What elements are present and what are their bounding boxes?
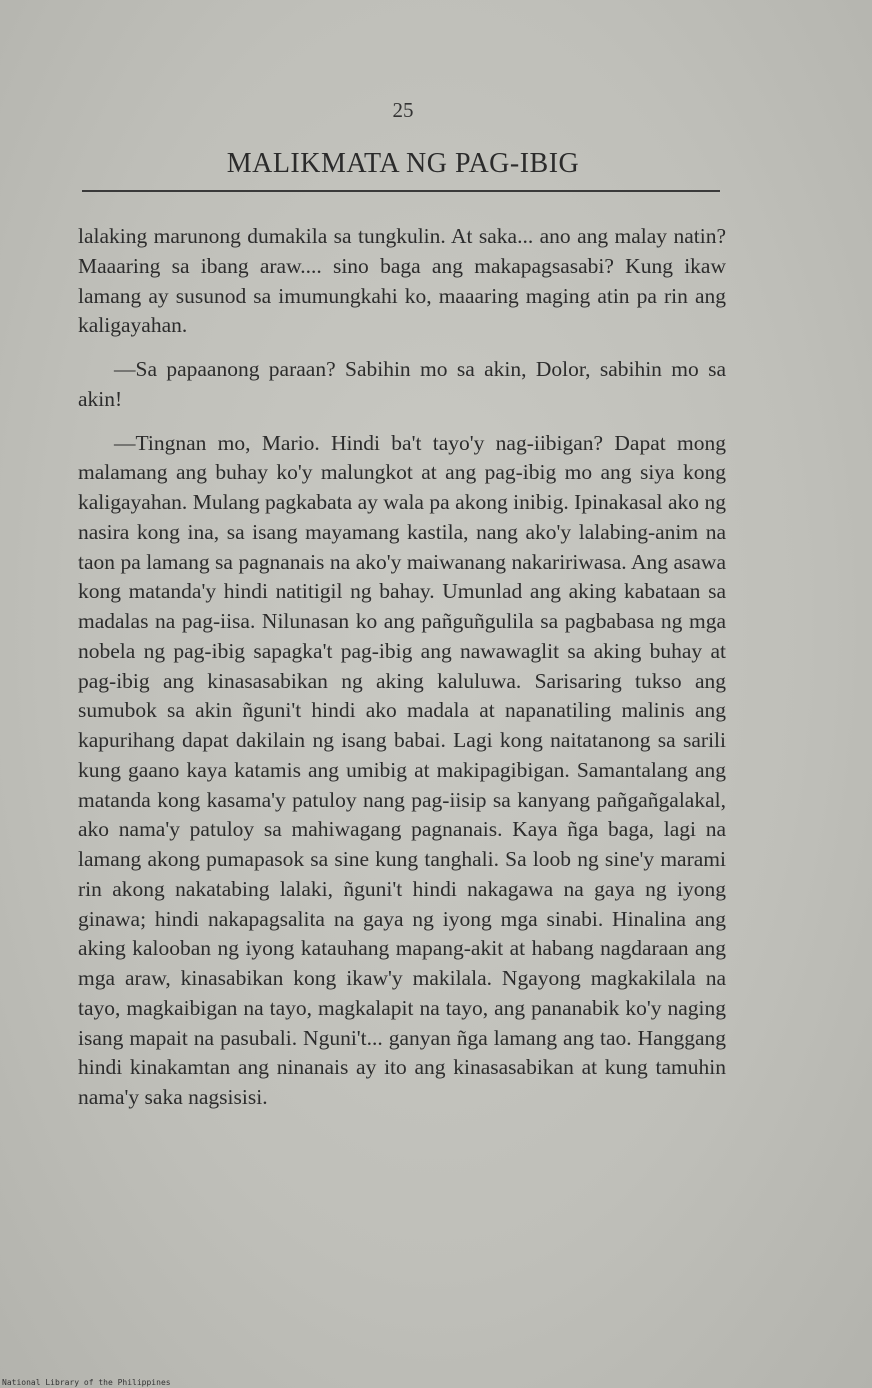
running-head-title: MALIKMATA NG PAG-IBIG [226, 148, 580, 179]
page-number: 25 [392, 98, 414, 122]
body-text [78, 222, 726, 1127]
paragraph-dialogue-mario: —Sa papaanong paraan? Sabihin mo sa akin, Dolor, sabihin mo sa akin! [78, 357, 726, 411]
header-rule [82, 190, 720, 192]
library-credit: National Library of the Philippines [2, 1378, 171, 1387]
paragraph-dialogue-dolor: —Tingnan mo, Mario. Hindi ba't tayo'y nag-iibigan? Dapat mong malamang ang buhay ko'y malungkot at ang pag-ibig mo ang siya kong kaligayahan. Mulang pagkabata ay wala pa akong inibig. Ipinakasal ako ng nasira kong ina, sa isang mayamang kastila, nang ako'y lalabing-anim na taon pa lamang sa pagnanais na ako'y maiwanang nakaririwasa. Ang asawa kong matanda'y hindi natitigil ng bahay. Umunlad ang aking kabataan sa madalas na pag-iisa. Nilunasan ko ang pañguñgulila sa pagbabasa ng mga nobela ng pag-ibig sapagka't pag-ibig ang nawawaglit sa aking buhay at pag-ibig ang kinasasabikan ng aking kaluluwa. Sarisaring tukso ang sumubok sa akin ñguni't hindi ako madala at napanatiling malinis ang kapurihang dapat dakilain ng isang babai. Lagi kong naitatanong sa sarili kung gaano kaya katamis ang umibig at makipagibigan. Samantalang ang matanda kong kasama'y patuloy nang pag-iisip sa kanyang pañgañgalakal, ako nama'y patuloy sa mahiwagang pagnanais. Kaya ñga baga, lagi na lamang akong pumapasok sa sine kung tanghali. Sa loob ng sine'y marami rin akong nakatabing lalaki, ñguni't hindi nakagawa na gaya ng iyong ginawa; hindi nakapagsalita na gaya ng iyong mga sinabi. Hinalina ang aking kalooban ng iyong katauhang mapang-akit at habang nagdaraan ang mga araw, kinasabikan kong ikaw'y makilala. Ngayong magkakilala na tayo, magkaibigan na tayo, magkalapit na tayo, ang pananabik ko'y naging isang mapait na pasubali. Nguni't... ganyan ñga lamang ang tao. Hanggang hindi kinakamtan ang ninanais ay ito ang kinasasabikan at kung tamuhin nama'y saka nagsisisi. [78, 430, 726, 1109]
paragraph-continuation: lalaking marunong dumakila sa tungkulin. At saka... ano ang malay natin? Maaaring sa ibang araw.... sino baga ang makapagsasabi? Kung ikaw lamang ay susunod sa imumungkahi ko, maaaring maging atin pa rin ang kaligayahan. [78, 224, 726, 338]
